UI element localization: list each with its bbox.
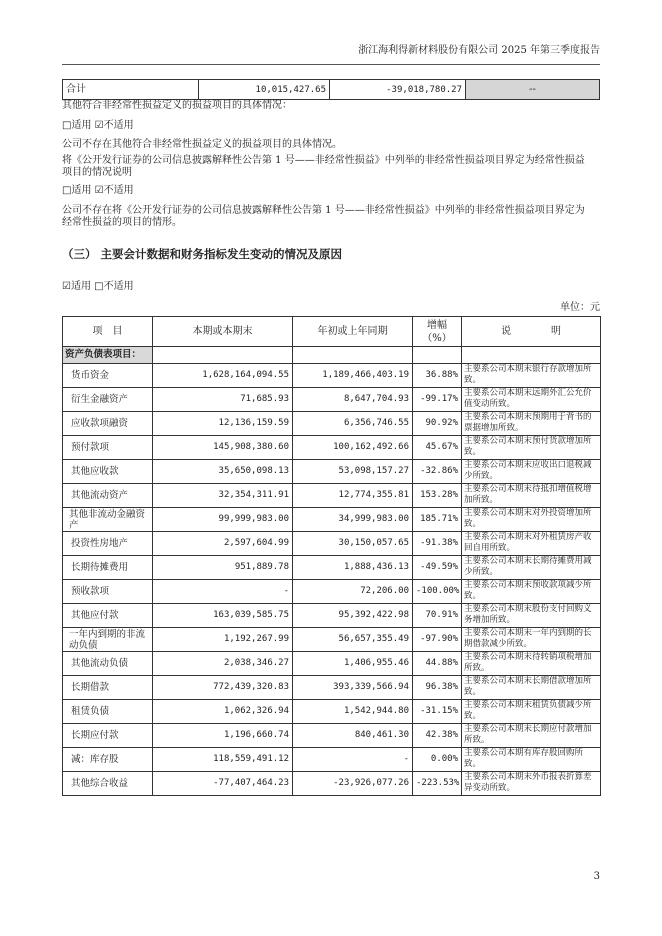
col-header-item: 项 目 bbox=[63, 317, 153, 347]
cell-desc: 主要系公司本期末对外租赁房产收回自用所致。 bbox=[462, 532, 601, 556]
cell-change: -49.59% bbox=[413, 556, 462, 580]
table-row bbox=[63, 460, 601, 484]
cell-current: 2,038,346.27 bbox=[153, 652, 293, 676]
cell-prior: - bbox=[293, 748, 413, 772]
total-ytd: -39,018,780.27 bbox=[330, 80, 466, 100]
table-row bbox=[63, 412, 601, 436]
table-row bbox=[63, 772, 601, 796]
cell-prior: 1,406,955.46 bbox=[293, 652, 413, 676]
cell-prior: 6,356,746.55 bbox=[293, 412, 413, 436]
cell-desc: 主要系公司本期末应收出口退税减少所致。 bbox=[462, 460, 601, 484]
cell-desc: 主要系公司本期有库存股回购所致。 bbox=[462, 748, 601, 772]
cell-desc: 主要系公司本期末预期用于背书的票据增加所致。 bbox=[462, 412, 601, 436]
cell-desc: 主要系公司本期末一年内到期的长期借款减少所致。 bbox=[462, 628, 601, 652]
reclass-text-line-2: 项目的情况说明 bbox=[62, 167, 132, 178]
cell-prior: 34,999,983.00 bbox=[293, 508, 413, 532]
table-header-row bbox=[63, 317, 601, 347]
cell-item: 货币资金 bbox=[63, 364, 153, 388]
cell-prior: 12,774,355.81 bbox=[293, 484, 413, 508]
cell-desc: 主要系公司本期末远期外汇公允价值变动所致。 bbox=[462, 388, 601, 412]
table-row bbox=[63, 676, 601, 700]
table-row bbox=[63, 748, 601, 772]
table-row bbox=[63, 364, 601, 388]
cell-item: 长期待摊费用 bbox=[63, 556, 153, 580]
cell-desc: 主要系公司本期末预收款项减少所致。 bbox=[462, 580, 601, 604]
cell-item: 预收款项 bbox=[63, 580, 153, 604]
cell-current: 1,196,660.74 bbox=[153, 724, 293, 748]
cell-prior: 1,542,944.80 bbox=[293, 700, 413, 724]
cell-current: 35,650,098.13 bbox=[153, 460, 293, 484]
cell-desc: 主要系公司本期末股份支付回购义务增加所致。 bbox=[462, 604, 601, 628]
cell-item: 长期应付款 bbox=[63, 724, 153, 748]
cell-prior: 53,098,157.27 bbox=[293, 460, 413, 484]
total-label: 合计 bbox=[63, 80, 199, 100]
col-header-change-line-2: （%） bbox=[422, 332, 452, 344]
cell-desc: 主要系公司本期末租赁负债减少所致。 bbox=[462, 700, 601, 724]
cell-change: 36.88% bbox=[413, 364, 462, 388]
no-other-items-text: 公司不存在其他符合非经常性损益定义的损益项目的具体情况。 bbox=[62, 139, 342, 150]
cell-item: 其他综合收益 bbox=[63, 772, 153, 796]
cell-prior: 30,150,057.65 bbox=[293, 532, 413, 556]
cell-item: 其他流动资产 bbox=[63, 484, 153, 508]
cell-change: 45.67% bbox=[413, 436, 462, 460]
cell-prior: 56,657,355.49 bbox=[293, 628, 413, 652]
table-row bbox=[63, 556, 601, 580]
cell-item: 其他应付款 bbox=[63, 604, 153, 628]
cell-prior: 840,461.30 bbox=[293, 724, 413, 748]
cell-current: 951,889.78 bbox=[153, 556, 293, 580]
cell-current: 1,628,164,094.55 bbox=[153, 364, 293, 388]
total-current: 10,015,427.65 bbox=[199, 80, 330, 100]
cell-current: 163,039,585.75 bbox=[153, 604, 293, 628]
reclass-text-line-1: 将《公开发行证券的公司信息披露解释性公告第 1 号——非经常性损益》中列举的非经常性损益项目界定为经常性损益 bbox=[62, 155, 585, 166]
no-reclass-text-line-1: 公司不存在将《公开发行证券的公司信息披露解释性公告第 1 号——非经常性损益》中列举的非经常性损益项目界定为 bbox=[62, 205, 585, 216]
cell-current: - bbox=[153, 580, 293, 604]
page-header bbox=[62, 44, 600, 65]
cell-prior: 1,189,466,403.19 bbox=[293, 364, 413, 388]
cell-desc: 主要系公司本期末长期应付款增加所致。 bbox=[462, 724, 601, 748]
cell-change: 185.71% bbox=[413, 508, 462, 532]
table-row bbox=[63, 628, 601, 652]
applicable-checkbox-2: □适用 ☑不适用 bbox=[62, 185, 134, 196]
table-row bbox=[63, 436, 601, 460]
cell-change: -91.38% bbox=[413, 532, 462, 556]
table-row bbox=[63, 652, 601, 676]
cell-prior: 8,647,704.93 bbox=[293, 388, 413, 412]
cell-current: 1,192,267.99 bbox=[153, 628, 293, 652]
cell-desc: 主要系公司本期末待抵扣增值税增加所致。 bbox=[462, 484, 601, 508]
cell-current: 71,685.93 bbox=[153, 388, 293, 412]
balance-sheet-changes-table bbox=[62, 316, 601, 796]
col-header-prior: 年初或上年同期 bbox=[293, 317, 413, 347]
cell-change: 42.38% bbox=[413, 724, 462, 748]
col-header-change-line-1: 增幅 bbox=[427, 319, 447, 331]
cell-prior: -23,926,077.26 bbox=[293, 772, 413, 796]
col-header-desc: 说 明 bbox=[462, 317, 601, 347]
cell-current: 2,597,604.99 bbox=[153, 532, 293, 556]
cell-current: 1,062,326.94 bbox=[153, 700, 293, 724]
cell-current: 118,559,491.12 bbox=[153, 748, 293, 772]
cell-item: 投资性房地产 bbox=[63, 532, 153, 556]
col-header-current: 本期或本期末 bbox=[153, 317, 293, 347]
cell-change: 70.91% bbox=[413, 604, 462, 628]
category-row bbox=[63, 347, 601, 364]
cell-current: 145,908,380.60 bbox=[153, 436, 293, 460]
table-row bbox=[63, 604, 601, 628]
table-row bbox=[63, 700, 601, 724]
no-reclass-text-line-2: 经常性损益的项目的情形。 bbox=[62, 217, 182, 228]
cell-desc: 主要系公司本期末长期待摊费用减少所致。 bbox=[462, 556, 601, 580]
cell-item: 其他应收款 bbox=[63, 460, 153, 484]
cell-change: -32.86% bbox=[413, 460, 462, 484]
cell-item: 预付款项 bbox=[63, 436, 153, 460]
total-note: -- bbox=[466, 80, 600, 100]
table-row bbox=[63, 484, 601, 508]
cell-prior: 95,392,422.98 bbox=[293, 604, 413, 628]
table-row bbox=[63, 532, 601, 556]
cell-desc: 主要系公司本期末银行存款增加所致。 bbox=[462, 364, 601, 388]
other-items-text: 其他符合非经常性损益定义的损益项目的具体情况： bbox=[62, 100, 292, 111]
cell-desc: 主要系公司本期末预付货款增加所致。 bbox=[462, 436, 601, 460]
cell-item: 长期借款 bbox=[63, 676, 153, 700]
cell-desc: 主要系公司本期末外币报表折算差异变动所致。 bbox=[462, 772, 601, 796]
cell-change: -31.15% bbox=[413, 700, 462, 724]
unit-label: 单位：元 bbox=[560, 302, 600, 313]
applicable-checkbox-3: ☑适用 □不适用 bbox=[62, 281, 134, 292]
nonrecurring-total-table bbox=[62, 79, 600, 100]
cell-change: 44.88% bbox=[413, 652, 462, 676]
cell-desc: 主要系公司本期末待转销项税增加所致。 bbox=[462, 652, 601, 676]
cell-item: 一年内到期的非流动负债 bbox=[63, 628, 153, 652]
cell-prior: 1,888,436.13 bbox=[293, 556, 413, 580]
cell-change: -100.00% bbox=[413, 580, 462, 604]
table-row bbox=[63, 508, 601, 532]
cell-current: 99,999,983.00 bbox=[153, 508, 293, 532]
col-header-change bbox=[413, 317, 462, 347]
cell-item: 减：库存股 bbox=[63, 748, 153, 772]
cell-prior: 393,339,566.94 bbox=[293, 676, 413, 700]
cell-desc: 主要系公司本期末对外投资增加所致。 bbox=[462, 508, 601, 532]
table-row bbox=[63, 80, 600, 100]
cell-item: 租赁负债 bbox=[63, 700, 153, 724]
cell-item: 衍生金融资产 bbox=[63, 388, 153, 412]
category-label: 资产负债表项目： bbox=[63, 347, 153, 364]
cell-prior: 72,206.00 bbox=[293, 580, 413, 604]
table-row bbox=[63, 388, 601, 412]
cell-current: -77,407,464.23 bbox=[153, 772, 293, 796]
cell-change: 96.38% bbox=[413, 676, 462, 700]
table-row bbox=[63, 724, 601, 748]
cell-item: 其他流动负债 bbox=[63, 652, 153, 676]
cell-current: 32,354,311.91 bbox=[153, 484, 293, 508]
cell-desc: 主要系公司本期末长期借款增加所致。 bbox=[462, 676, 601, 700]
cell-change: 153.28% bbox=[413, 484, 462, 508]
report-title: 浙江海利得新材料股份有限公司 2025 年第三季度报告 bbox=[358, 45, 600, 56]
table-row bbox=[63, 580, 601, 604]
cell-change: -223.53% bbox=[413, 772, 462, 796]
page-number: 3 bbox=[593, 871, 600, 882]
cell-item: 应收款项融资 bbox=[63, 412, 153, 436]
cell-change: 0.00% bbox=[413, 748, 462, 772]
cell-current: 12,136,159.59 bbox=[153, 412, 293, 436]
cell-item: 其他非流动金融资产 bbox=[63, 508, 153, 532]
cell-change: -97.90% bbox=[413, 628, 462, 652]
cell-change: 90.92% bbox=[413, 412, 462, 436]
applicable-checkbox-1: □适用 ☑不适用 bbox=[62, 120, 134, 131]
cell-current: 772,439,320.83 bbox=[153, 676, 293, 700]
section-title: （三） 主要会计数据和财务指标发生变动的情况及原因 bbox=[62, 247, 343, 261]
cell-change: -99.17% bbox=[413, 388, 462, 412]
cell-prior: 100,162,492.66 bbox=[293, 436, 413, 460]
